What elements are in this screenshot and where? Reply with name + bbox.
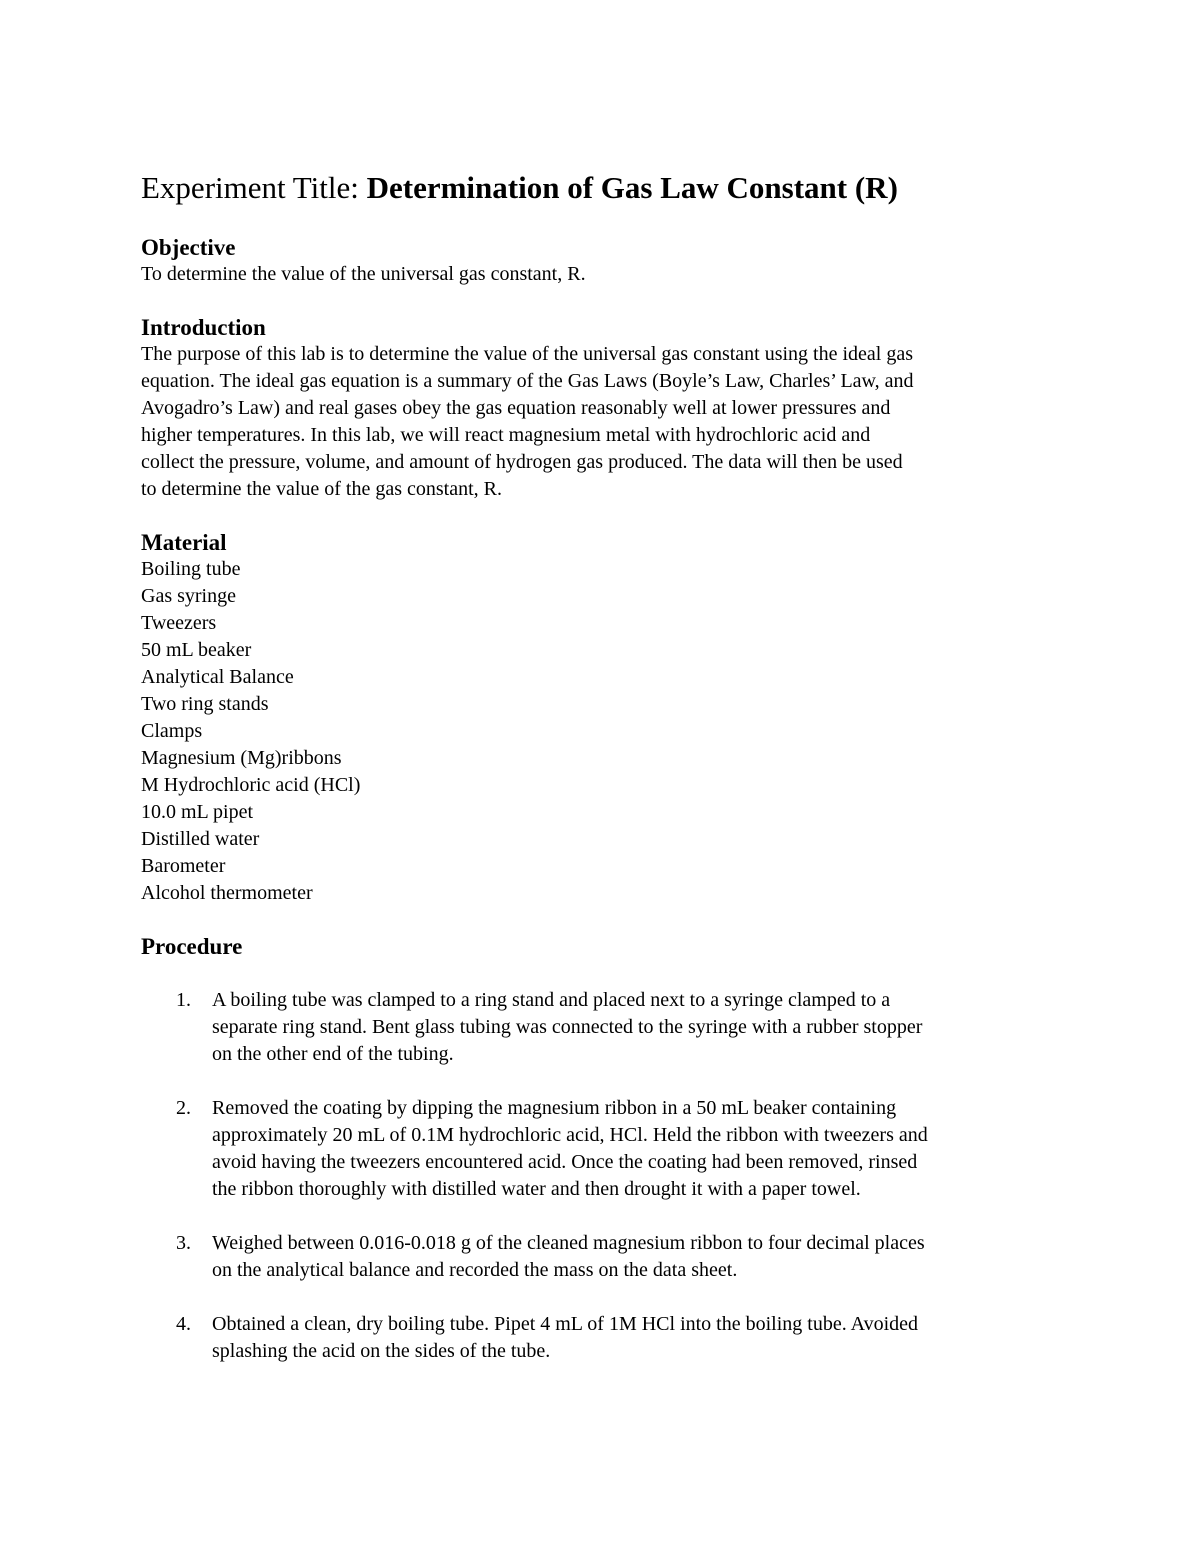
experiment-title (141, 168, 1061, 208)
step-number: 3. (176, 1232, 191, 1254)
step-line: avoid having the tweezers encountered acid. Once the coating had been removed, rinsed (212, 1151, 918, 1173)
introduction-line: The purpose of this lab is to determine the value of the universal gas constant using the ideal gas (141, 343, 914, 365)
procedure-step (141, 987, 1061, 1068)
material-item: M Hydrochloric acid (HCl) (141, 774, 361, 796)
step-line: Removed the coating by dipping the magnesium ribbon in a 50 mL beaker containing (212, 1097, 897, 1119)
step-line: separate ring stand. Bent glass tubing was connected to the syringe with a rubber stopper (212, 1016, 923, 1038)
introduction-line: collect the pressure, volume, and amount of hydrogen gas produced. The data will then be used (141, 451, 903, 473)
introduction-paragraph (141, 341, 1061, 503)
introduction-heading: Introduction (141, 315, 266, 340)
document-page (141, 168, 1061, 1392)
material-item: Clamps (141, 720, 203, 742)
introduction-line: Avogadro’s Law) and real gases obey the gas equation reasonably well at lower pressures and (141, 397, 891, 419)
step-line: Weighed between 0.016-0.018 g of the cleaned magnesium ribbon to four decimal places (212, 1232, 925, 1254)
step-number: 2. (176, 1097, 191, 1119)
introduction-line: higher temperatures. In this lab, we will react magnesium metal with hydrochloric acid and (141, 424, 871, 446)
material-item: Gas syringe (141, 585, 236, 607)
step-line: the ribbon thoroughly with distilled water and then drought it with a paper towel. (212, 1178, 861, 1200)
step-line: splashing the acid on the sides of the tube. (212, 1340, 551, 1362)
procedure-step (141, 1230, 1061, 1284)
step-line: on the other end of the tubing. (212, 1043, 454, 1065)
material-item: Distilled water (141, 828, 260, 850)
procedure-heading: Procedure (141, 934, 243, 959)
introduction-line: equation. The ideal gas equation is a summary of the Gas Laws (Boyle’s Law, Charles’ Law, and (141, 370, 914, 392)
procedure-list (141, 987, 1061, 1365)
introduction-line: to determine the value of the gas constant, R. (141, 478, 503, 500)
material-item: Magnesium (Mg)ribbons (141, 747, 342, 769)
step-line: on the analytical balance and recorded the mass on the data sheet. (212, 1259, 738, 1281)
procedure-step (141, 1311, 1061, 1365)
step-line: Obtained a clean, dry boiling tube. Pipet 4 mL of 1M HCl into the boiling tube. Avoided (212, 1313, 919, 1335)
material-list (141, 556, 1061, 907)
step-line: A boiling tube was clamped to a ring stand and placed next to a syringe clamped to a (212, 989, 891, 1011)
material-item: 50 mL beaker (141, 639, 252, 661)
procedure-step (141, 1095, 1061, 1203)
material-heading: Material (141, 530, 227, 555)
material-item: Two ring stands (141, 693, 269, 715)
procedure-section (141, 933, 1061, 1365)
step-line: approximately 20 mL of 0.1M hydrochloric acid, HCl. Held the ribbon with tweezers and (212, 1124, 928, 1146)
objective-section (141, 234, 1061, 288)
material-item: Alcohol thermometer (141, 882, 313, 904)
objective-heading: Objective (141, 235, 236, 260)
material-item: Barometer (141, 855, 226, 877)
introduction-section (141, 314, 1061, 503)
title-prefix: Experiment Title: (141, 170, 367, 205)
material-item: 10.0 mL pipet (141, 801, 254, 823)
title-main: Determination of Gas Law Constant (R) (366, 170, 898, 205)
material-item: Analytical Balance (141, 666, 294, 688)
material-section (141, 529, 1061, 907)
objective-text: To determine the value of the universal gas constant, R. (141, 263, 586, 285)
step-number: 1. (176, 989, 191, 1011)
material-item: Tweezers (141, 612, 217, 634)
material-item: Boiling tube (141, 558, 241, 580)
step-number: 4. (176, 1313, 191, 1335)
